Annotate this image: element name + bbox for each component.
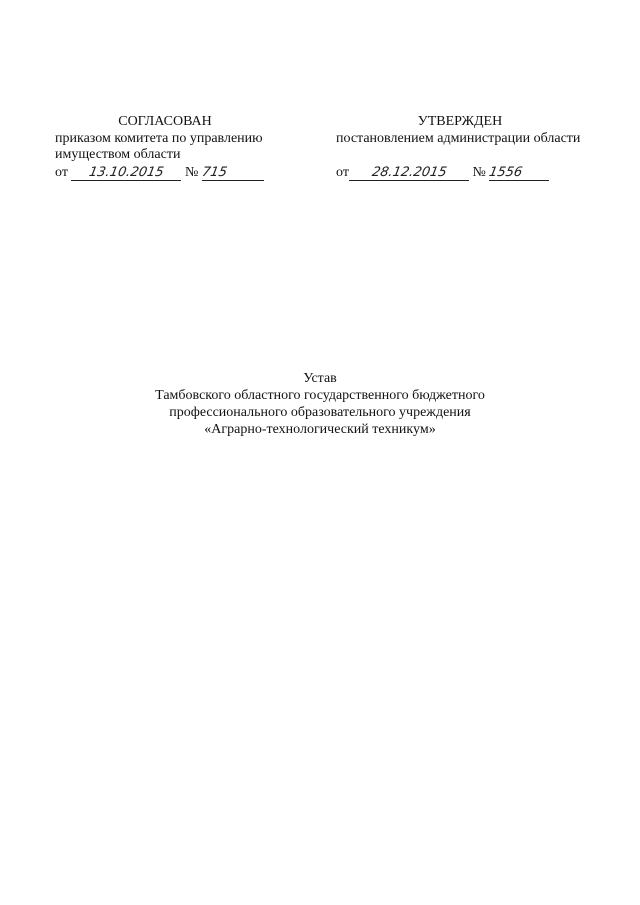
approved-date-row bbox=[336, 165, 549, 181]
date-prefix: от bbox=[55, 165, 68, 180]
number-field bbox=[489, 165, 549, 181]
agreed-line1: приказом комитета по управлению bbox=[55, 131, 263, 146]
title-line4: «Аграрно-технологический техникум» bbox=[204, 422, 436, 437]
title-line2: Тамбовского областного государственного бюджетного bbox=[155, 388, 485, 403]
handwritten-date: 13.10.2015 bbox=[87, 165, 166, 180]
title-line1: Устав bbox=[303, 371, 337, 386]
number-field bbox=[202, 165, 264, 181]
date-field bbox=[349, 165, 469, 181]
handwritten-number: 715 bbox=[200, 165, 229, 180]
number-prefix: № bbox=[472, 165, 486, 180]
approved-heading: УТВЕРЖДЕН bbox=[417, 114, 503, 129]
approved-line1: постановлением администрации области bbox=[336, 131, 581, 146]
number-prefix: № bbox=[184, 165, 199, 180]
agreed-date-row bbox=[55, 165, 264, 181]
handwritten-number: 1556 bbox=[488, 165, 524, 180]
handwritten-date: 28.12.2015 bbox=[370, 165, 448, 180]
date-prefix: от bbox=[336, 165, 349, 180]
charter-title bbox=[0, 370, 640, 438]
date-field bbox=[71, 165, 181, 181]
agreed-heading: СОГЛАСОВАН bbox=[118, 114, 212, 129]
agreed-line2: имуществом области bbox=[55, 147, 181, 162]
title-line3: профессионального образовательного учреждения bbox=[169, 405, 471, 420]
